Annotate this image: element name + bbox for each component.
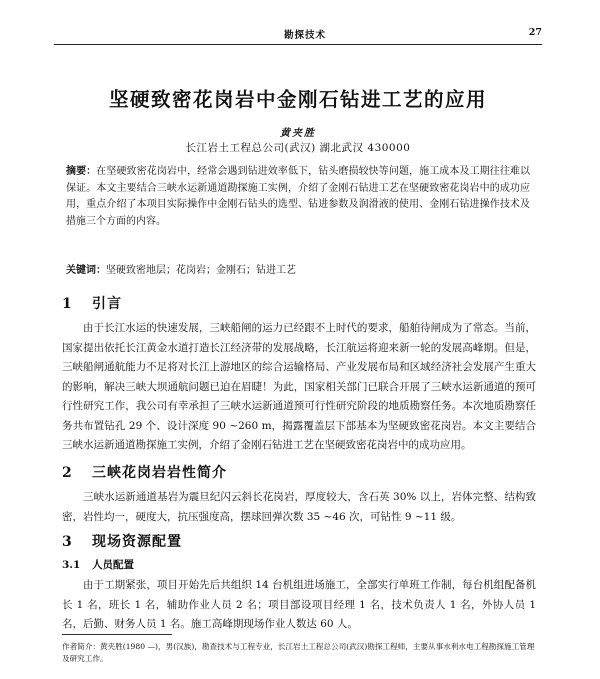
section-number: 2 bbox=[62, 465, 73, 481]
introduction-paragraph: 由于长江水运的快速发展，三峡船闸的运力已经跟不上时代的要求，船舶待闸成为了常态。当前，国家提出依托长江黄金水道打造长江经济带的发展战略，长江航运将迎来新一轮的发展高峰期。但是，三峡船闸通航能力不足将对长江上游地区的综合运输格局、产业发展布局和区域经济社会发展产生重大的影响，解决三峡大坝通航问题已迫在眉睫！为此，国家相关部门已联合开展了三峡水运新通道的预可行性研究工作，我公司有幸承担了三峡水运新通道预可行性研究阶段的地质勘察任务。本次地质勘察任务共布置钻孔 29 个、设计深度 90 ~260 m，揭露覆盖层下部基本为坚硬致密花岗岩。本文主要结合三峡水运新通道勘探施工实例，介绍了金刚石钻进工艺在坚硬致密花岗岩中的成功应用。 bbox=[62, 322, 536, 451]
section-title: 引言 bbox=[92, 296, 122, 312]
author-name: 黄夹胜 bbox=[280, 128, 316, 139]
keywords-text: 坚硬致密地层；花岗岩；金刚石；钻进工艺 bbox=[106, 265, 296, 276]
subsection-heading-staffing bbox=[62, 557, 134, 572]
section-heading-lithology bbox=[62, 462, 227, 482]
subsection-number: 3.1 bbox=[62, 559, 81, 571]
section-heading-resources bbox=[62, 531, 182, 551]
section-title: 三峡花岗岩岩性简介 bbox=[92, 465, 227, 481]
section-title: 现场资源配置 bbox=[92, 534, 182, 550]
abstract-text: 在坚硬致密花岗岩中，经常会遇到钻进效率低下，钻头磨损较快等问题，施工成本及工期往往难以保证。本文主要结合三峡水运新通道勘探施工实例，介绍了金刚石钻进工艺在坚硬致密花岗岩中的成功应用，重点介绍了本项目实际操作中金刚石钻头的选型、钻进参数及润滑液的使用、金刚石钻进操作技术及措施三个方面的内容。 bbox=[66, 166, 531, 227]
section-number: 1 bbox=[62, 296, 73, 312]
author-footnote: 作者简介：黄夹胜(1980 —)，男(汉族)，勘查技术与工程专业，长江岩土工程总公司(武汉)勘探工程师，主要从事水利水电工程勘探施工管理及研究工作。 bbox=[62, 642, 535, 663]
subsection-title: 人员配置 bbox=[92, 559, 134, 571]
keywords-label: 关键词： bbox=[66, 265, 106, 276]
footnote-rule bbox=[62, 634, 172, 635]
header-rule bbox=[54, 44, 542, 45]
keywords bbox=[66, 263, 530, 279]
staffing-paragraph: 由于工期紧张，项目开始先后共组织 14 台机组进场施工，全部实行单班工作制，每台机组配备机长 1 名，班长 1 名，辅助作业人员 2 名；项目部设项目经理 1 名，技术负责人 1 名，外协人员 1 名，后勤、财务人员 1 名。施工高峰期现场作业人数达 60 人。 bbox=[62, 579, 536, 630]
section-heading-introduction bbox=[62, 293, 122, 313]
lithology-paragraph: 三峡水运新通道基岩为震旦纪闪云斜长花岗岩，厚度较大，含石英 30% 以上，岩体完整、结构致密，岩性均一，硬度大，抗压强度高，摆球回弹次数 35 ~46 次，可钻性 9 ~11 级。 bbox=[62, 491, 536, 523]
section-number: 3 bbox=[62, 534, 73, 550]
journal-name: 勘探技术 bbox=[284, 30, 327, 41]
paper-title: 坚硬致密花岗岩中金刚石钻进工艺的应用 bbox=[108, 88, 487, 111]
running-head bbox=[54, 27, 542, 41]
abstract-label: 摘要： bbox=[66, 166, 97, 177]
abstract bbox=[66, 164, 530, 230]
page-number: 27 bbox=[528, 27, 542, 38]
author-affiliation: 长江岩土工程总公司(武汉) 湖北武汉 430000 bbox=[185, 142, 411, 154]
